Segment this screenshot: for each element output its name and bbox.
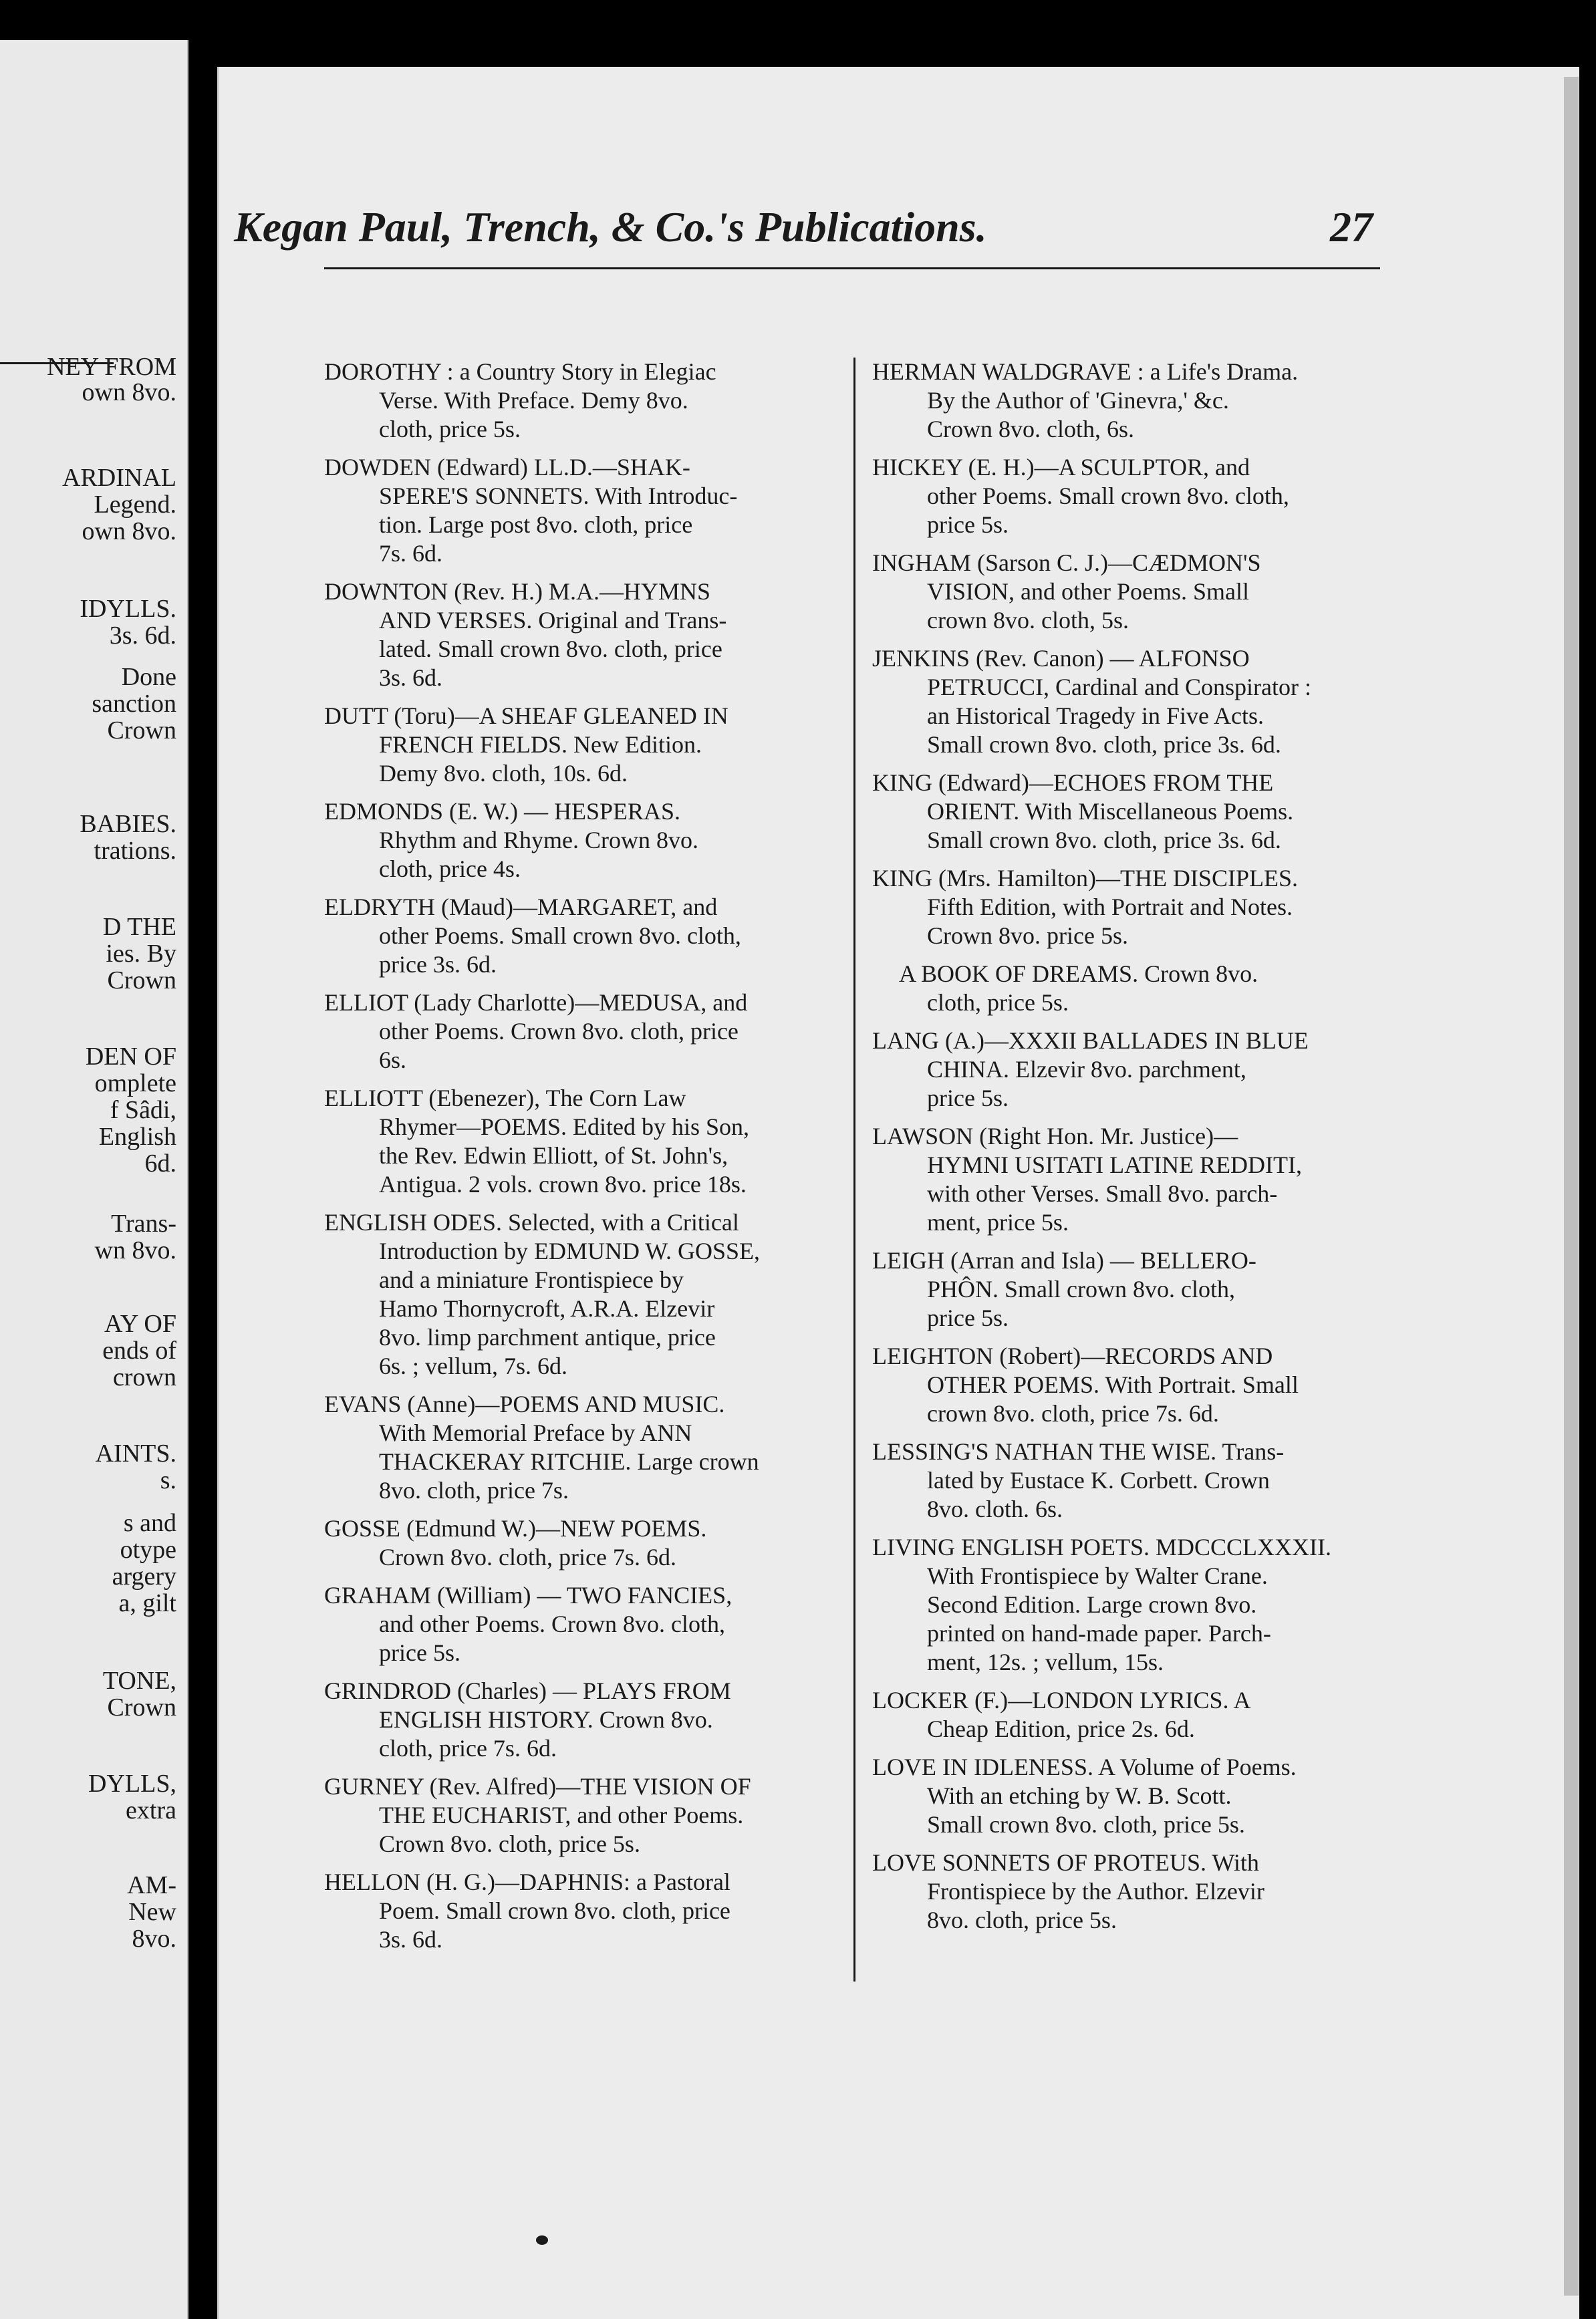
entry-heading: LANG (A.)—XXXII BALLADES IN BLUE: [872, 1027, 1309, 1054]
entry-line: cloth, price 5s.: [379, 416, 521, 442]
entry-line: Small crown 8vo. cloth, price 5s.: [927, 1811, 1245, 1838]
entry-line: Rhythm and Rhyme. Crown 8vo.: [379, 827, 698, 853]
entry-heading: ELLIOTT (Ebenezer), The Corn Law: [324, 1085, 686, 1111]
entry-line: Frontispiece by the Author. Elzevir: [927, 1878, 1265, 1905]
catalog-entry: [872, 1438, 1387, 1524]
catalog-entry: [324, 1390, 839, 1505]
entry-line: FRENCH FIELDS. New Edition.: [379, 731, 702, 758]
entry-heading: DOWDEN (Edward) LL.D.—SHAK-: [324, 454, 690, 481]
ink-speck: [536, 2235, 548, 2245]
catalog-entry: [872, 864, 1387, 950]
entry-line: Cheap Edition, price 2s. 6d.: [927, 1716, 1195, 1742]
entry-line: ment, price 5s.: [927, 1209, 1069, 1236]
catalog-entry: [872, 960, 1387, 1017]
entry-line: price 5s.: [927, 1305, 1009, 1331]
previous-page-line: TONE,: [102, 1667, 176, 1695]
entry-heading: LESSING'S NATHAN THE WISE. Trans-: [872, 1438, 1285, 1465]
entry-line: With an etching by W. B. Scott.: [927, 1782, 1232, 1809]
entry-line: THACKERAY RITCHIE. Large crown: [379, 1448, 759, 1475]
entry-heading: DUTT (Toru)—A SHEAF GLEANED IN: [324, 702, 728, 729]
catalog-entry: [324, 702, 839, 788]
catalog-entry: [872, 358, 1387, 444]
entry-line: Verse. With Preface. Demy 8vo.: [379, 387, 688, 414]
entry-line: OTHER POEMS. With Portrait. Small: [927, 1371, 1299, 1398]
entry-heading: LEIGHTON (Robert)—RECORDS AND: [872, 1343, 1273, 1369]
entry-line: crown 8vo. cloth, 5s.: [927, 607, 1129, 634]
catalog-entry: [324, 577, 839, 692]
entry-heading: DOWNTON (Rev. H.) M.A.—HYMNS: [324, 578, 710, 605]
entry-line: Poem. Small crown 8vo. cloth, price: [379, 1897, 730, 1924]
previous-page-line: BABIES.: [80, 810, 176, 838]
previous-page-line: 3s. 6d.: [109, 622, 176, 650]
entry-line: 6s.: [379, 1047, 407, 1073]
previous-page-line: f Sâdi,: [110, 1096, 176, 1124]
entry-heading: ELDRYTH (Maud)—MARGARET, and: [324, 894, 718, 920]
catalog-entry: [324, 1581, 839, 1667]
entry-line: ORIENT. With Miscellaneous Poems.: [927, 798, 1294, 825]
entry-line: Crown 8vo. price 5s.: [927, 922, 1128, 949]
entry-line: CHINA. Elzevir 8vo. parchment,: [927, 1056, 1246, 1083]
entry-line: other Poems. Small crown 8vo. cloth,: [379, 922, 741, 949]
previous-page-line: s and: [123, 1509, 176, 1537]
entry-heading: LOVE SONNETS OF PROTEUS. With: [872, 1849, 1259, 1876]
previous-page-line: extra: [126, 1796, 176, 1824]
entry-line: THE EUCHARIST, and other Poems.: [379, 1802, 744, 1828]
previous-page-line: Crown: [107, 966, 176, 994]
entry-heading: KING (Edward)—ECHOES FROM THE: [872, 769, 1274, 796]
previous-page-line: Trans-: [111, 1210, 176, 1238]
entry-heading: LAWSON (Right Hon. Mr. Justice)—: [872, 1123, 1238, 1149]
catalog-entry: [872, 1122, 1387, 1237]
catalog-entry: [872, 1342, 1387, 1428]
entry-line: Fifth Edition, with Portrait and Notes.: [927, 894, 1293, 920]
previous-page-line: Crown: [107, 1693, 176, 1722]
previous-page-line: crown: [113, 1363, 176, 1391]
entry-heading: GOSSE (Edmund W.)—NEW POEMS.: [324, 1515, 707, 1542]
entry-line: Crown 8vo. cloth, price 7s. 6d.: [379, 1544, 676, 1571]
entry-line: PETRUCCI, Cardinal and Conspirator :: [927, 674, 1311, 700]
entry-heading: LEIGH (Arran and Isla) — BELLERO-: [872, 1247, 1256, 1274]
entry-line: price 5s.: [927, 1085, 1009, 1111]
previous-page-line: Crown: [107, 716, 176, 744]
entry-heading: HICKEY (E. H.)—A SCULPTOR, and: [872, 454, 1250, 481]
entry-line: 6s. ; vellum, 7s. 6d.: [379, 1353, 568, 1379]
entry-line: 3s. 6d.: [379, 664, 443, 691]
previous-page-line: IDYLLS.: [80, 595, 176, 623]
entry-line: Antigua. 2 vols. crown 8vo. price 18s.: [379, 1171, 747, 1198]
previous-page-line: NEY FROM: [47, 353, 176, 381]
entry-line: cloth, price 5s.: [927, 989, 1069, 1016]
catalog-column-right: [872, 358, 1387, 1944]
catalog-entry: [872, 549, 1387, 635]
previous-page-line: AINTS.: [95, 1440, 176, 1468]
entry-heading: INGHAM (Sarson C. J.)—CÆDMON'S: [872, 549, 1261, 576]
entry-line: 8vo. cloth, price 7s.: [379, 1477, 569, 1504]
catalog-entry: [872, 1753, 1387, 1839]
entry-heading: GRINDROD (Charles) — PLAYS FROM: [324, 1677, 731, 1704]
entry-line: price 3s. 6d.: [379, 951, 497, 978]
catalog-entry: [872, 644, 1387, 759]
previous-page-line: otype: [120, 1536, 176, 1564]
entry-line: ment, 12s. ; vellum, 15s.: [927, 1649, 1164, 1675]
publisher-title: Kegan Paul, Trench, & Co.'s Publications.: [234, 203, 987, 251]
catalog-entry: [324, 1868, 839, 1954]
previous-page-fragment: [0, 40, 188, 2319]
previous-page-line: omplete: [94, 1069, 176, 1097]
catalog-entry: [872, 453, 1387, 539]
catalog-entry: [324, 797, 839, 883]
entry-line: printed on hand-made paper. Parch-: [927, 1620, 1271, 1647]
previous-page-line: ends of: [102, 1337, 176, 1365]
previous-page-line: s.: [160, 1466, 176, 1494]
entry-line: PHÔN. Small crown 8vo. cloth,: [927, 1276, 1235, 1303]
entry-heading: JENKINS (Rev. Canon) — ALFONSO: [872, 645, 1250, 672]
entry-line: With Frontispiece by Walter Crane.: [927, 1562, 1268, 1589]
entry-heading: LOCKER (F.)—LONDON LYRICS. A: [872, 1687, 1251, 1714]
catalog-entry: [324, 1084, 839, 1199]
entry-line: cloth, price 7s. 6d.: [379, 1735, 557, 1762]
catalog-entry: [872, 769, 1387, 855]
previous-page-line: own 8vo.: [82, 517, 176, 545]
entry-heading: EDMONDS (E. W.) — HESPERAS.: [324, 798, 681, 825]
entry-line: 8vo. limp parchment antique, price: [379, 1324, 716, 1351]
entry-line: lated by Eustace K. Corbett. Crown: [927, 1467, 1270, 1494]
previous-page-line: a, gilt: [118, 1589, 176, 1617]
entry-line: price 5s.: [927, 511, 1009, 538]
entry-line: ENGLISH HISTORY. Crown 8vo.: [379, 1706, 713, 1733]
entry-heading: EVANS (Anne)—POEMS AND MUSIC.: [324, 1391, 725, 1417]
entry-line: other Poems. Small crown 8vo. cloth,: [927, 483, 1289, 509]
entry-heading: DOROTHY : a Country Story in Elegiac: [324, 358, 716, 385]
entry-line: the Rev. Edwin Elliott, of St. John's,: [379, 1142, 728, 1169]
entry-heading: A BOOK OF DREAMS. Crown 8vo.: [899, 960, 1258, 987]
entry-line: Introduction by EDMUND W. GOSSE,: [379, 1238, 761, 1264]
catalog-entry: [872, 1686, 1387, 1744]
entry-line: Hamo Thornycroft, A.R.A. Elzevir: [379, 1295, 715, 1322]
entry-heading: ENGLISH ODES. Selected, with a Critical: [324, 1209, 739, 1236]
entry-line: crown 8vo. cloth, price 7s. 6d.: [927, 1400, 1219, 1427]
previous-page-line: Done: [121, 663, 176, 691]
entry-line: cloth, price 4s.: [379, 855, 521, 882]
catalog-entry: [872, 1027, 1387, 1113]
entry-line: price 5s.: [379, 1639, 460, 1666]
previous-page-line: DEN OF: [85, 1043, 176, 1071]
entry-line: SPERE'S SONNETS. With Introduc-: [379, 483, 738, 509]
catalog-column-left: [324, 358, 839, 1963]
column-divider: [853, 358, 855, 1982]
catalog-entry: [324, 1514, 839, 1572]
catalog-entry: [324, 358, 839, 444]
entry-line: and other Poems. Crown 8vo. cloth,: [379, 1611, 725, 1637]
entry-line: 8vo. cloth. 6s.: [927, 1496, 1063, 1522]
entry-line: Second Edition. Large crown 8vo.: [927, 1591, 1257, 1618]
entry-line: Crown 8vo. cloth, price 5s.: [379, 1830, 640, 1857]
entry-line: with other Verses. Small 8vo. parch-: [927, 1180, 1278, 1207]
entry-line: tion. Large post 8vo. cloth, price: [379, 511, 693, 538]
previous-page-line: sanction: [92, 690, 176, 718]
catalog-entry: [324, 453, 839, 568]
previous-page-line: 8vo.: [132, 1925, 176, 1953]
entry-heading: GRAHAM (William) — TWO FANCIES,: [324, 1582, 733, 1609]
page-number: 27: [1330, 203, 1373, 251]
entry-line: By the Author of 'Ginevra,' &c.: [927, 387, 1229, 414]
entry-line: AND VERSES. Original and Trans-: [379, 607, 727, 634]
entry-line: an Historical Tragedy in Five Acts.: [927, 702, 1264, 729]
previous-page-line: AY OF: [104, 1310, 176, 1338]
entry-line: and a miniature Frontispiece by: [379, 1266, 684, 1293]
entry-line: HYMNI USITATI LATINE REDDITI,: [927, 1151, 1303, 1178]
entry-line: Demy 8vo. cloth, 10s. 6d.: [379, 760, 628, 787]
previous-page-line: ies. By: [106, 940, 176, 968]
entry-line: VISION, and other Poems. Small: [927, 578, 1249, 605]
previous-page-line: 6d.: [144, 1149, 176, 1178]
previous-page-line: ARDINAL: [62, 464, 176, 492]
catalog-entry: [324, 1772, 839, 1859]
catalog-entry: [324, 893, 839, 979]
previous-page-line: AM-: [127, 1871, 176, 1899]
catalog-entry: [872, 1533, 1387, 1677]
previous-page-line: wn 8vo.: [94, 1236, 176, 1264]
entry-heading: ELLIOT (Lady Charlotte)—MEDUSA, and: [324, 989, 748, 1016]
catalog-entry: [324, 988, 839, 1075]
previous-page-line: D THE: [102, 913, 176, 941]
entry-line: 8vo. cloth, price 5s.: [927, 1907, 1117, 1933]
entry-heading: GURNEY (Rev. Alfred)—THE VISION OF: [324, 1773, 751, 1800]
previous-page-line: Legend.: [94, 491, 176, 519]
entry-line: 7s. 6d.: [379, 540, 443, 567]
entry-line: Crown 8vo. cloth, 6s.: [927, 416, 1134, 442]
entry-heading: HERMAN WALDGRAVE : a Life's Drama.: [872, 358, 1299, 385]
page-edge-shadow: [1564, 77, 1579, 2296]
previous-page-line: DYLLS,: [88, 1770, 176, 1798]
entry-line: Small crown 8vo. cloth, price 3s. 6d.: [927, 827, 1281, 853]
entry-heading: KING (Mrs. Hamilton)—THE DISCIPLES.: [872, 865, 1298, 892]
previous-page-line: own 8vo.: [82, 378, 176, 406]
entry-line: lated. Small crown 8vo. cloth, price: [379, 636, 722, 662]
catalog-entry: [324, 1677, 839, 1763]
catalog-entry: [872, 1849, 1387, 1935]
previous-page-line: English: [98, 1123, 176, 1151]
catalog-entry: [872, 1246, 1387, 1333]
entry-line: Rhymer—POEMS. Edited by his Son,: [379, 1113, 750, 1140]
entry-heading: LIVING ENGLISH POETS. MDCCCLXXXII.: [872, 1534, 1331, 1560]
previous-page-line: trations.: [94, 837, 176, 865]
previous-page-line: New: [128, 1898, 176, 1926]
entry-heading: LOVE IN IDLENESS. A Volume of Poems.: [872, 1754, 1297, 1780]
header-rule: [324, 267, 1380, 269]
entry-line: Small crown 8vo. cloth, price 3s. 6d.: [927, 731, 1281, 758]
entry-line: With Memorial Preface by ANN: [379, 1419, 692, 1446]
previous-page-line: argery: [112, 1562, 176, 1591]
catalog-entry: [324, 1208, 839, 1381]
entry-line: 3s. 6d.: [379, 1926, 443, 1953]
entry-line: other Poems. Crown 8vo. cloth, price: [379, 1018, 739, 1045]
entry-heading: HELLON (H. G.)—DAPHNIS: a Pastoral: [324, 1869, 730, 1895]
